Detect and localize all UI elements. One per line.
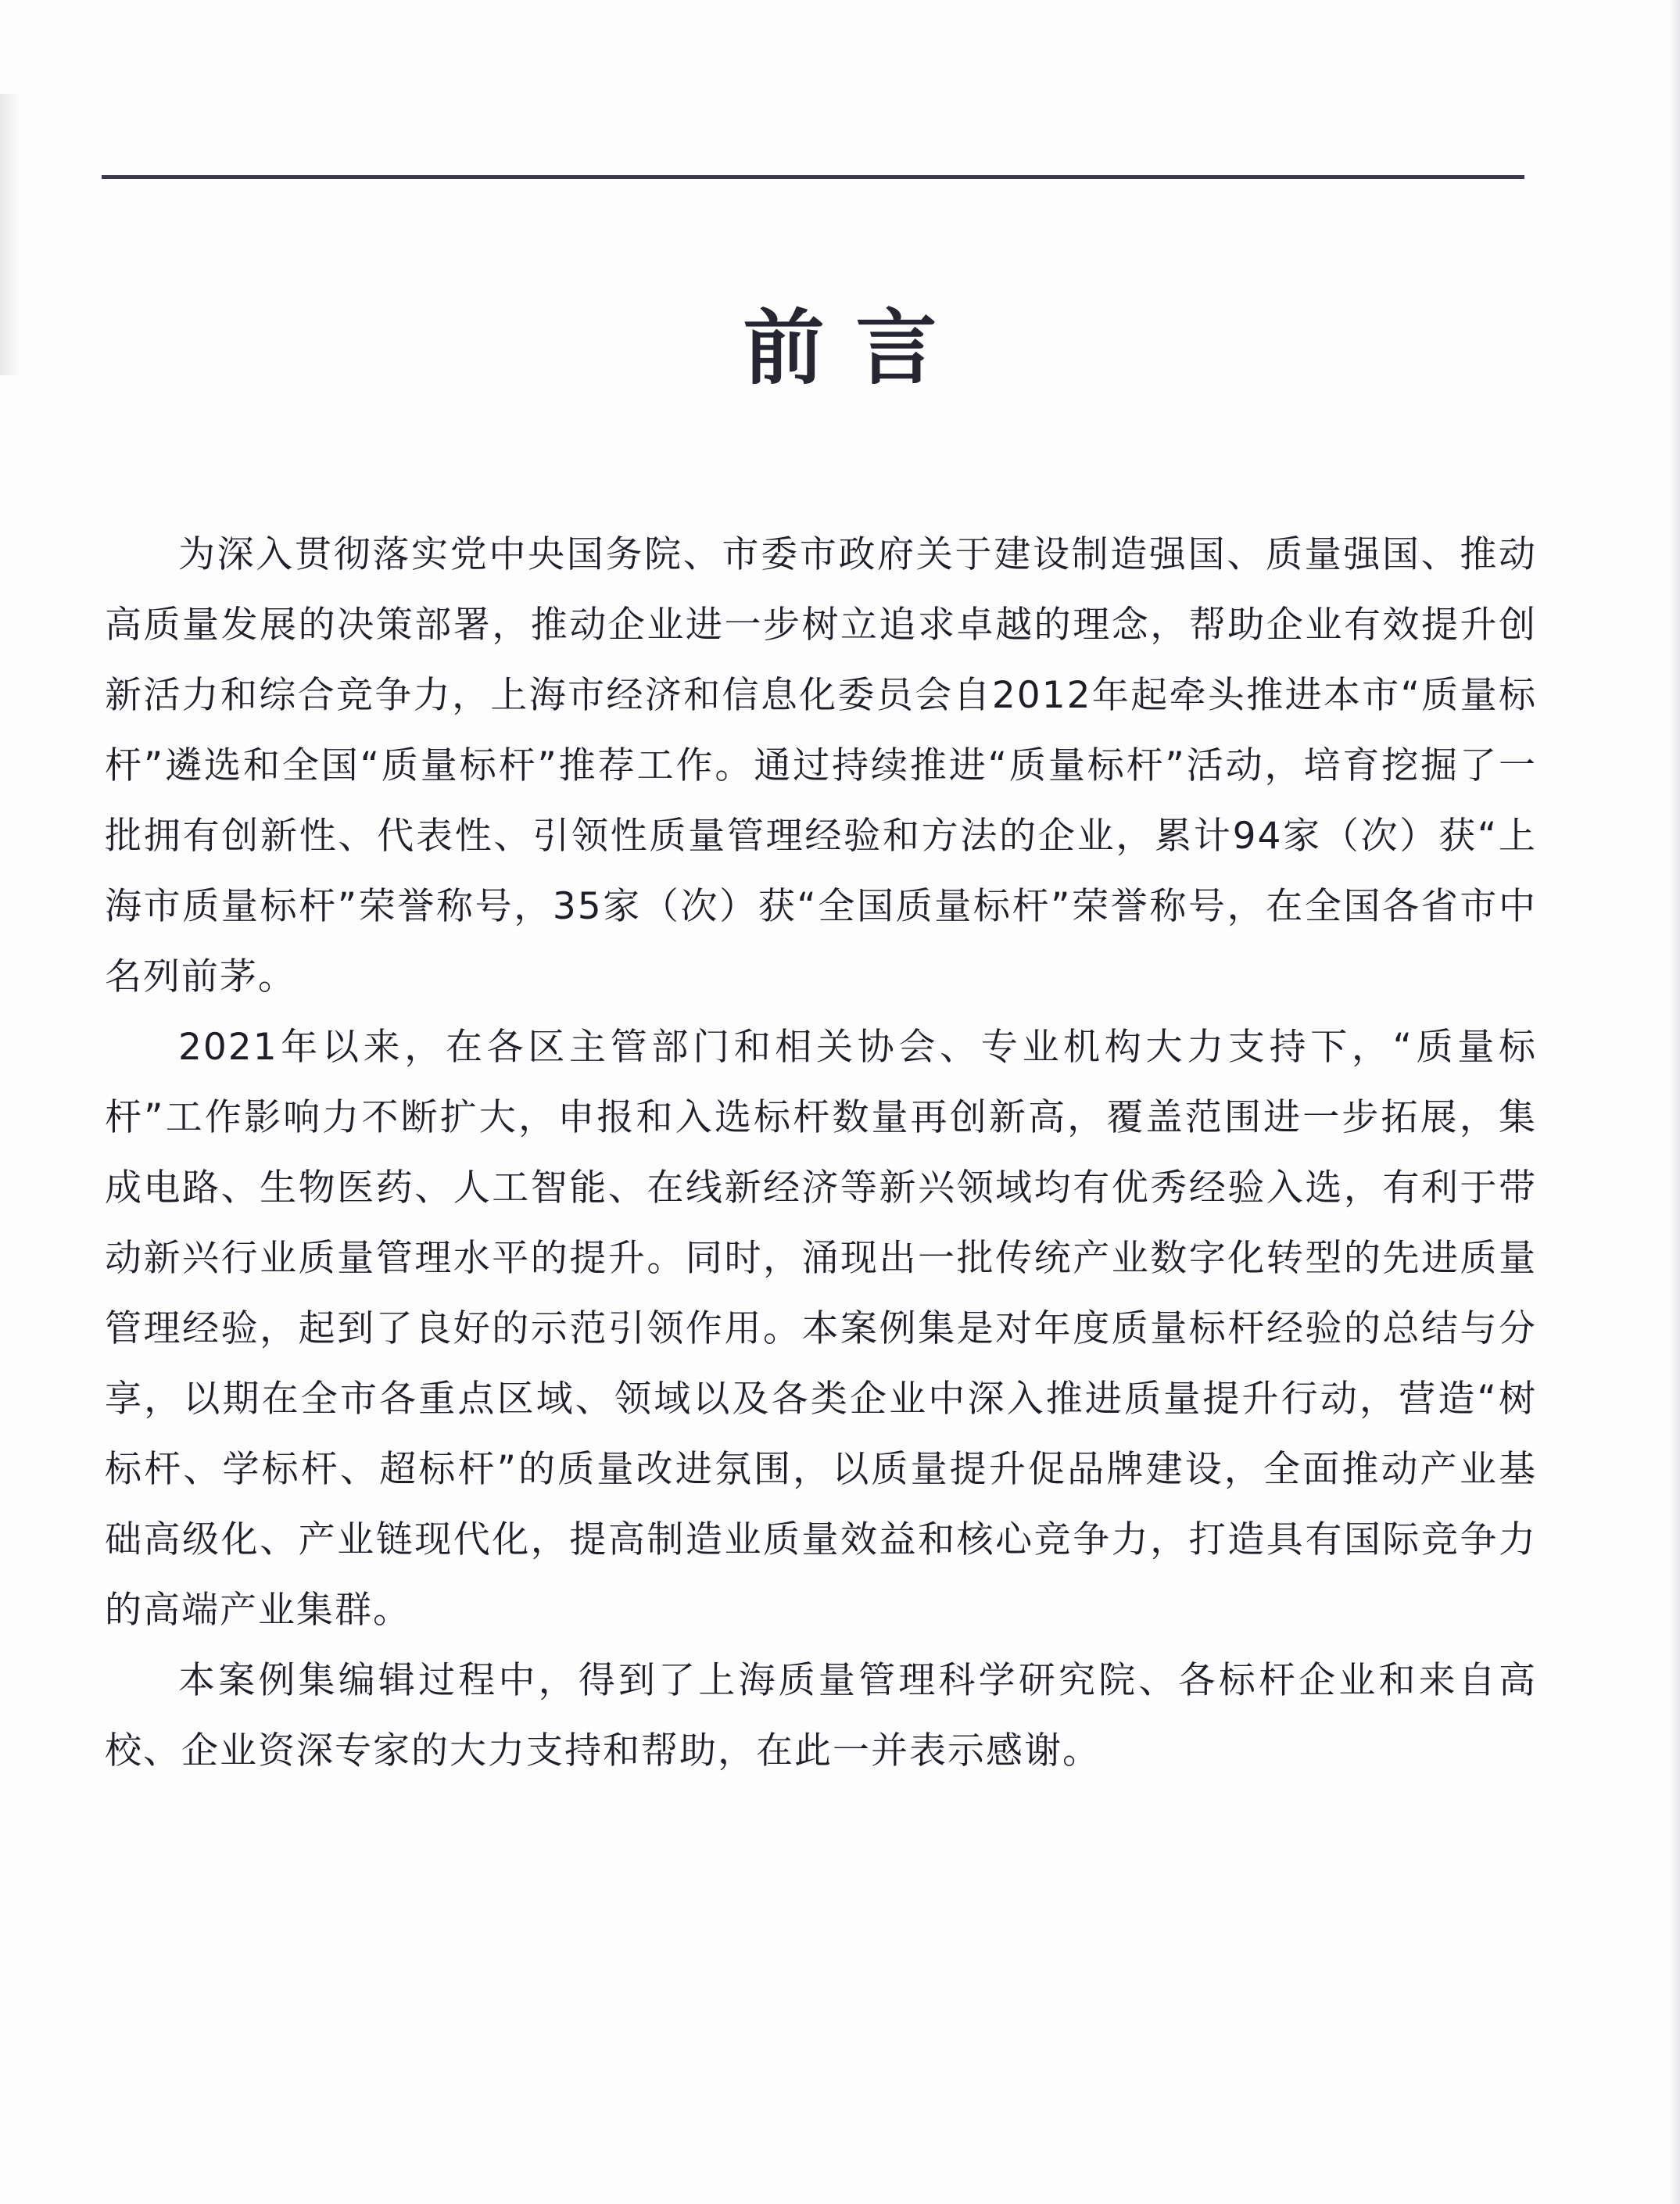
page-title: 前言	[743, 299, 969, 396]
paragraph-1: 为深入贯彻落实党中央国务院、市委市政府关于建设制造强国、质量强国、推动高质量发展的决策部署，推动企业进一步树立追求卓越的理念，帮助企业有效提升创新活力和综合竞争力，上海市经济和信息化委员会自2012年起牵头推进本市“质量标杆”遴选和全国“质量标杆”推荐工作。通过持续推进“质量标杆”活动，培育挖掘了一批拥有创新性、代表性、引领性质量管理经验和方法的企业，累计94家（次）获“上海市质量标杆”荣誉称号，35家（次）获“全国质量标杆”荣誉称号，在全国各省市中名列前茅。	[105, 533, 1537, 998]
paragraph-3: 本案例集编辑过程中，得到了上海质量管理科学研究院、各标杆企业和来自高校、企业资深专家的大力支持和帮助，在此一并表示感谢。	[105, 1659, 1537, 1772]
header-rule	[102, 175, 1524, 179]
preface-body	[105, 520, 1537, 1786]
paragraph-2: 2021年以来，在各区主管部门和相关协会、专业机构大力支持下，“质量标杆”工作影响力不断扩大，申报和入选标杆数量再创新高，覆盖范围进一步拓展，集成电路、生物医药、人工智能、在线新经济等新兴领域均有优秀经验入选，有利于带动新兴行业质量管理水平的提升。同时，涌现出一批传统产业数字化转型的先进质量管理经验，起到了良好的示范引领作用。本案例集是对年度质量标杆经验的总结与分享，以期在全市各重点区域、领域以及各类企业中深入推进质量提升行动，营造“树标杆、学标杆、超标杆”的质量改进氛围，以质量提升促品牌建设，全面推动产业基础高级化、产业链现代化，提高制造业质量效益和核心竞争力，打造具有国际竞争力的高端产业集群。	[105, 1026, 1537, 1632]
